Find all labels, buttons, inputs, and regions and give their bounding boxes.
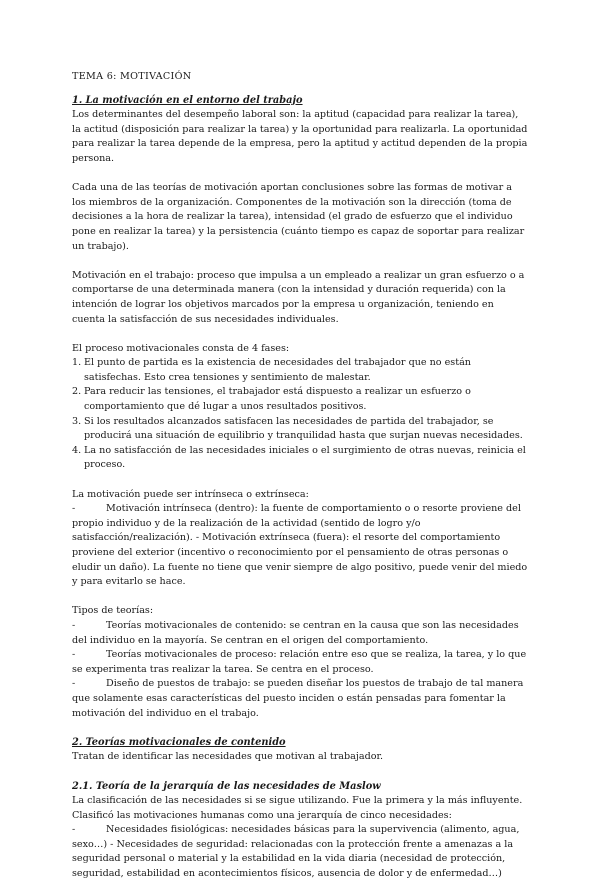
dash-marker: -	[72, 619, 76, 631]
motivation-types-intro: La motivación puede ser intrínseca o extrínseca:	[72, 488, 309, 500]
spacer	[72, 327, 528, 342]
maslow-needs-text: Necesidades fisiológicas: necesidades básicas para la supervivencia (alimento, agua, sexo…) - Necesidades de seguridad: relacionadas con la protección frente a amenazas a la seguridad personal o material y la estabilidad en la vida diaria (necesidad de protección, seguridad, estabilidad en acontecimientos físicos, ausencia de dolor y de enfermedad…)	[72, 824, 520, 880]
motivation-types-text: Motivación intrínseca (dentro): la fuente de comportamiento o o resorte proviene del propio individuo y de la realización de la actividad (sentido de logro y/o satisfacción/realización). - Motivación extrínseca (fuera): el resorte del comportamiento proviene del exterior (incentivo o reconocimiento por el pensamiento de otras personas o eludir un daño). La fuente no tiene que venir siempre de algo positivo, puede venir del miedo y para evitarlo se hace.	[72, 503, 528, 588]
phase-number: 4.	[72, 444, 82, 456]
paragraph-work-motivation-definition: Motivación en el trabajo: proceso que impulsa a un empleado a realizar un gran esfuerzo o a comportarse de una determinada manera (con la intensidad y duración requerida) con la intención de lograr los objetivos marcados por la empresa u organización, teniendo en cuenta la satisfacción de sus necesidades individuales.	[72, 269, 525, 325]
maslow-intro: La clasificación de las necesidades si se sigue utilizando. Fue la primera y la más influyente. Clasificó las motivaciones humanas como una jerarquía de cinco necesidades:	[72, 795, 523, 821]
spacer	[72, 473, 528, 488]
spacer	[72, 721, 528, 736]
theory-types-intro: Tipos de teorías:	[72, 605, 154, 617]
phase-item	[72, 385, 528, 414]
dash-marker: -	[72, 649, 76, 661]
maslow-needs	[72, 823, 528, 881]
section-1-heading: 1. La motivación en el entorno del trabajo	[72, 94, 303, 106]
dash-marker: -	[72, 503, 76, 515]
document-title: TEMA 6: MOTIVACIÓN	[72, 71, 192, 82]
dash-marker: -	[72, 678, 76, 690]
theory-type-item	[72, 677, 528, 721]
phases-list	[72, 356, 528, 473]
spacer	[72, 765, 528, 780]
section-2-heading: 2. Teorías motivacionales de contenido	[72, 736, 286, 748]
phase-item	[72, 444, 528, 473]
phase-item	[72, 415, 528, 444]
document-page	[72, 70, 528, 882]
theory-type-text: Teorías motivacionales de proceso: relación entre eso que se realiza, la tarea, y lo que se experimenta tras realizar la tarea. Se centra en el proceso.	[72, 649, 527, 675]
phase-number: 2.	[72, 386, 82, 398]
theory-type-item	[72, 619, 528, 648]
subsection-2-1-heading: 2.1. Teoría de la jerarquía de las necesidades de Maslow	[72, 780, 381, 792]
phase-item	[72, 356, 528, 385]
dash-marker: -	[72, 824, 76, 836]
theory-type-text: Teorías motivacionales de contenido: se centran en la causa que son las necesidades del individuo en la mayoría. Se centran en el origen del comportamiento.	[72, 619, 519, 646]
phases-intro: El proceso motivacionales consta de 4 fases:	[72, 342, 290, 354]
paragraph-motivation-theories: Cada una de las teorías de motivación aportan conclusiones sobre las formas de motivar a los miembros de la organización. Componentes de la motivación son la dirección (toma de decisiones a la hora de realizar la tarea), intensidad (el grado de esfuerzo que el individuo pone en realizar la tarea) y la persistencia (cuánto tiempo es capaz de soportar para realizar un trabajo).	[72, 182, 525, 252]
phase-text: El punto de partida es la existencia de necesidades del trabajador que no están satisfechas. Esto crea tensiones y sentimiento de malestar.	[84, 357, 471, 383]
phase-number: 1.	[72, 357, 82, 369]
theory-type-item	[72, 648, 528, 677]
spacer	[72, 254, 528, 269]
phase-text: La no satisfacción de las necesidades iniciales o el surgimiento de otras nuevas, reinicia el proceso.	[84, 444, 526, 471]
section-2-intro: Tratan de identificar las necesidades que motivan al trabajador.	[72, 751, 384, 763]
phase-number: 3.	[72, 415, 82, 427]
theory-type-text: Diseño de puestos de trabajo: se pueden diseñar los puestos de trabajo de tal manera que solamente esas características del puesto inciden o están pensadas para fomentar la motivación del individuo en el trabajo.	[72, 678, 524, 719]
motivation-types-body	[72, 502, 528, 590]
paragraph-performance-determinants: Los determinantes del desempeño laboral son: la aptitud (capacidad para realizar la tarea), la actitud (disposición para realizar la tarea) y la oportunidad para realizarla. La oportunidad para realizar la tarea depende de la empresa, pero la aptitud y actitud dependen de la propia persona.	[72, 109, 528, 164]
spacer	[72, 590, 528, 605]
spacer	[72, 167, 528, 182]
phase-text: Para reducir las tensiones, el trabajador está dispuesto a realizar un esfuerzo o comportamiento que dé lugar a unos resultados positivos.	[84, 386, 471, 413]
phase-text: Si los resultados alcanzados satisfacen las necesidades de partida del trabajador, se producirá una situación de equilibrio y tranquilidad hasta que surjan nuevas necesidades.	[84, 415, 523, 442]
